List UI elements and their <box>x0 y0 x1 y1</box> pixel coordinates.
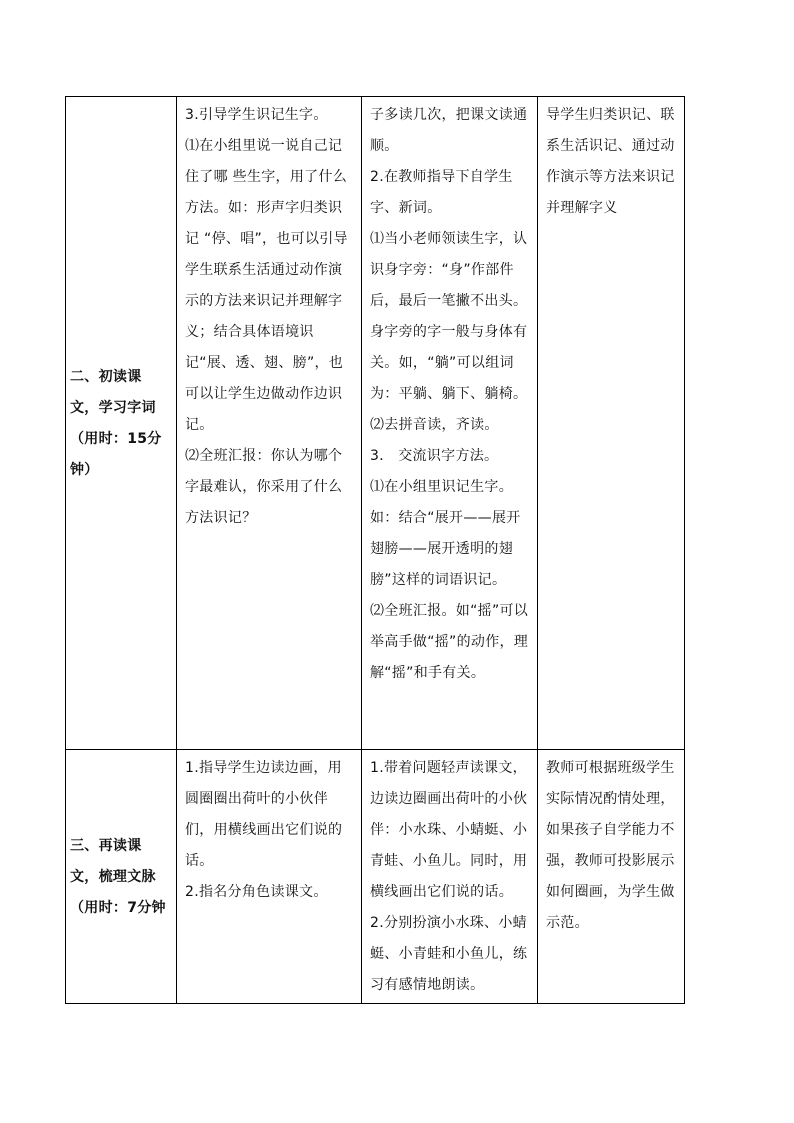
teacher-paragraph: ⑵全班汇报：你认为哪个字最难认，你采用了什么方法识记？ <box>185 448 343 526</box>
student-paragraph: 3． 交流识字方法。 <box>370 448 499 464</box>
teacher-paragraph: ⑴在小组里说一说自己记住了哪 些生字，用了什么方法。如：形声字归类识记 “停、唱”，也可以引导学生联系生活通过动作演示的方法来识记并理解字义；结合具体语境识记“展、透、翅、膀”，也可以让学生边做动作边识记。 <box>185 138 348 433</box>
student-paragraph: ⑵去拼音读，齐读。 <box>370 417 499 433</box>
student-paragraph: 子多读几次，把课文读通顺。 <box>370 107 528 154</box>
teacher-paragraph: 2.指名分角色读课文。 <box>185 884 328 900</box>
student-paragraph: ⑴当小老师领读生字，认识身字旁：“身”作部件后，最后一笔撇不出头。身字旁的字一般与身体有关。如，“躺”可以组词为：平躺、躺下、躺椅。 <box>370 231 528 402</box>
design-note-cell <box>538 97 685 750</box>
student-paragraph: 1.带着问题轻声读课文，边读边圈画出荷叶的小伙伴：小水珠、小蜻蜓、小青蛙、小鱼儿。同时，用横线画出它们说的话。 <box>370 760 528 900</box>
student-paragraph: 2.分别扮演小水珠、小蜻蜓、小青蛙和小鱼儿，练习有感情地朗读。 <box>370 915 528 993</box>
student-paragraph: ⑵全班汇报。如“摇”可以举高手做“摇”的动作，理解“摇”和手有关。 <box>370 603 529 681</box>
stage-cell: 二、初读课文，学习字词（用时：15分钟） <box>66 97 177 750</box>
design-note-cell <box>538 750 685 1004</box>
teacher-paragraph: 3.引导学生识记生字。 <box>185 107 328 123</box>
teacher-activity-cell <box>177 97 362 750</box>
note-paragraph: 导学生归类识记、联系生活识记、通过动作演示等方法来识记并理解字义 <box>546 107 675 216</box>
lesson-plan-table <box>65 96 685 1004</box>
teacher-activity-cell <box>177 750 362 1004</box>
note-paragraph: 教师可根据班级学生实际情况酌情处理，如果孩子自学能力不强，教师可投影展示如何圈画，为学生做示范。 <box>546 760 675 931</box>
table-row <box>66 750 685 1004</box>
student-paragraph: ⑴在小组里识记生字。如：结合“展开——展开翅膀——展开透明的翅膀”这样的词语识记。 <box>370 479 521 588</box>
stage-cell: 三、再读课文，梳理文脉（用时：7分钟 <box>66 750 177 1004</box>
teacher-paragraph: 1.指导学生边读边画，用圆圈圈出荷叶的小伙伴们，用横线画出它们说的话。 <box>185 760 343 869</box>
table-row <box>66 97 685 750</box>
student-activity-cell <box>362 750 538 1004</box>
student-activity-cell <box>362 97 538 750</box>
student-paragraph: 2.在教师指导下自学生字、新词。 <box>370 169 513 216</box>
